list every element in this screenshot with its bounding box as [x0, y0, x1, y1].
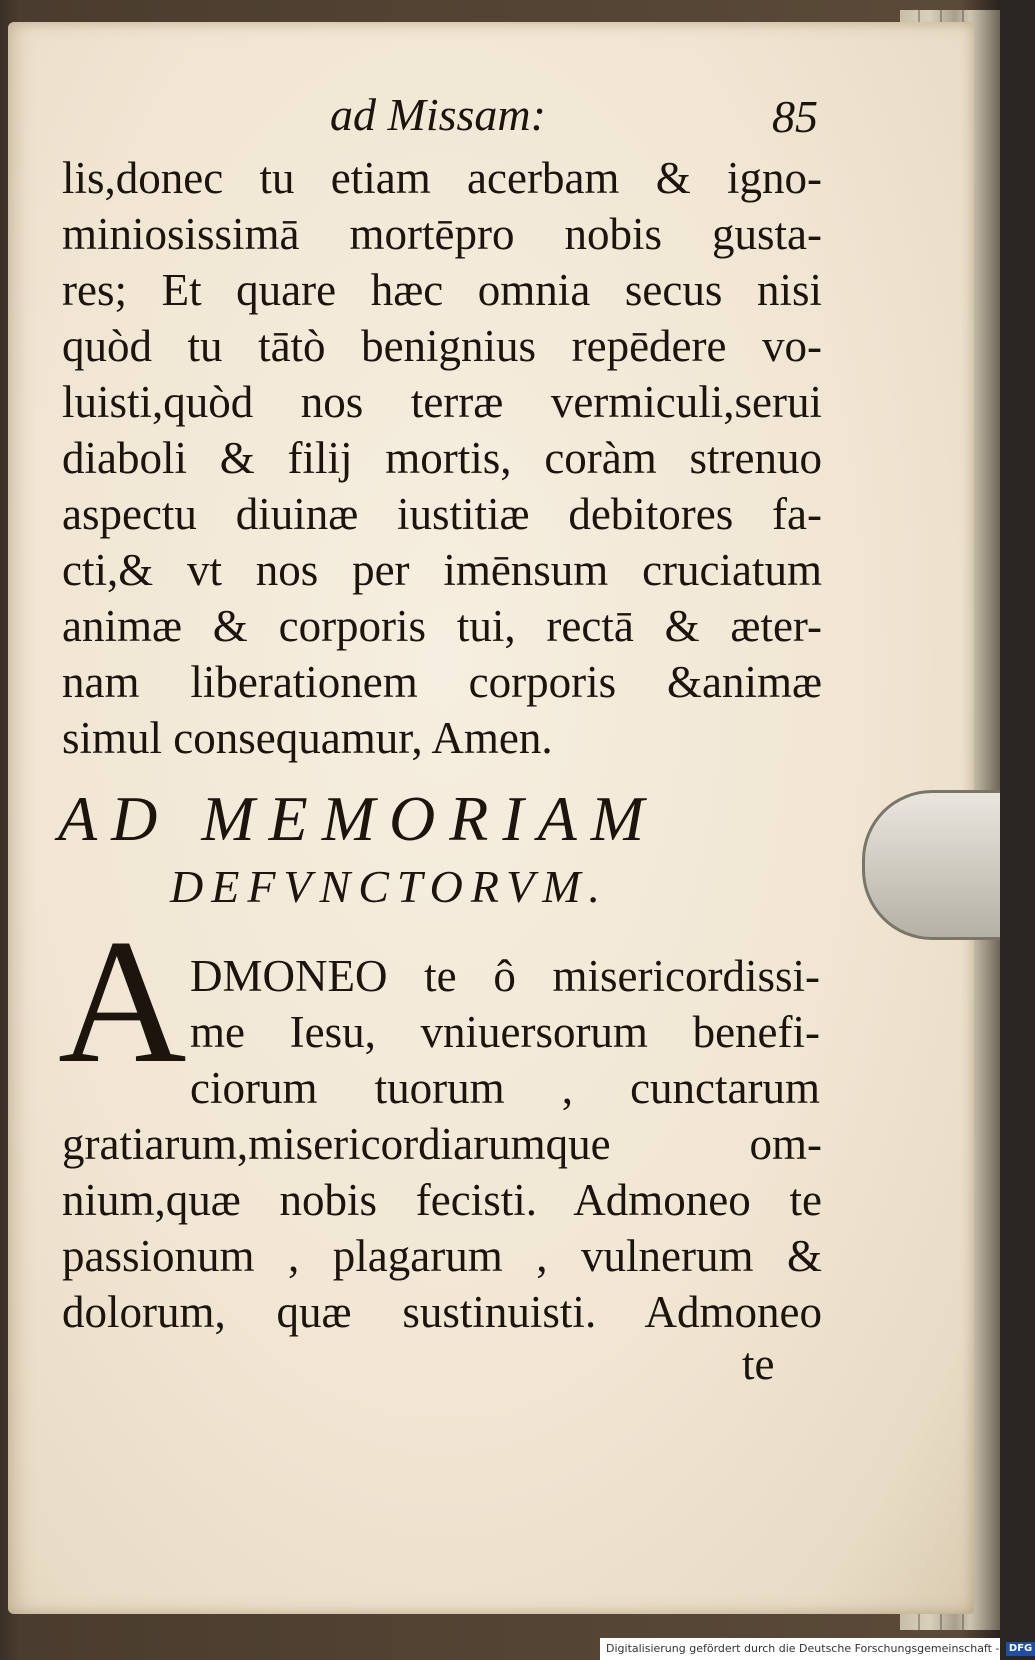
catchword: te: [742, 1339, 775, 1389]
text-line: simul consequamur, Amen.: [62, 713, 553, 763]
text-line: luisti,quòd nos terræ vermiculi,serui: [62, 377, 822, 427]
dfg-logo: DFG: [1006, 1642, 1035, 1656]
text-line: res; Et quare hæc omnia secus nisi: [62, 265, 822, 315]
text-line: dolorum, quæ sustinuisti. Admoneo: [62, 1287, 822, 1337]
text-line: quòd tu tātò benignius repēdere vo-: [62, 321, 822, 371]
text-line: lis,donec tu etiam acerbam & igno-: [62, 153, 822, 203]
text-line: passionum , plagarum , vulnerum &: [62, 1231, 822, 1281]
text-line: diaboli & filij mortis, coràm strenuo: [62, 433, 822, 483]
text-line: miniosissimā mortēpro nobis gusta-: [62, 209, 822, 259]
drop-cap: A: [58, 902, 187, 1100]
text-line: me Iesu, vniuersorum benefi-: [190, 1007, 820, 1057]
page-number: 85: [772, 91, 818, 142]
section-subheading: DEFVNCTORVM.: [170, 861, 609, 912]
text-line: cti,& vt nos per imēnsum cruciatum: [62, 545, 822, 595]
text-line: nam liberationem corporis &animæ: [62, 657, 822, 707]
text-line: nium,quæ nobis fecisti. Admoneo te: [62, 1175, 822, 1225]
text-line: DMONEO te ô misericordissi-: [190, 951, 820, 1001]
text-line: animæ & corporis tui, rectā & æter-: [62, 601, 822, 651]
running-head: ad Missam:: [330, 89, 546, 140]
section-heading: AD MEMORIAM: [58, 783, 659, 854]
text-line: ciorum tuorum , cunctarum: [190, 1063, 820, 1113]
digitization-credit: [600, 1638, 1033, 1660]
book-clasp: [862, 790, 1000, 940]
text-line: aspectu diuinæ iustitiæ debitores fa-: [62, 489, 822, 539]
credit-text: Digitalisierung gefördert durch die Deutsche Forschungsgemeinschaft -: [606, 1642, 1000, 1655]
text-line: gratiarum,misericordiarumque om-: [62, 1119, 822, 1169]
